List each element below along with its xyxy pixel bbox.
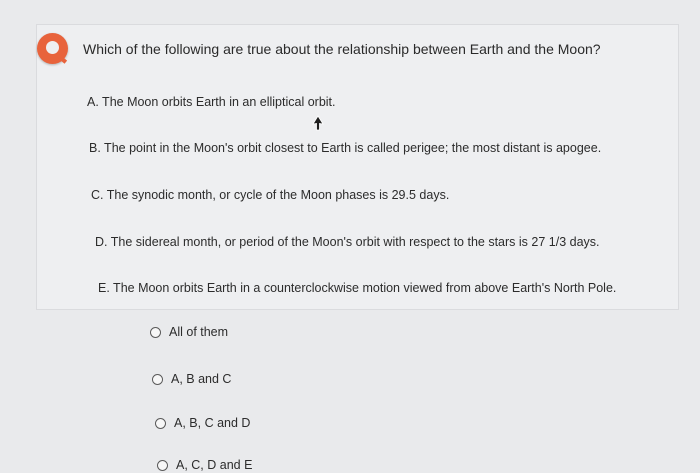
question-card xyxy=(36,24,679,310)
radio-button[interactable] xyxy=(155,418,166,429)
option-label: All of them xyxy=(169,325,229,339)
statement-b: B. The point in the Moon's orbit closest to Earth is called perigee; the most distant is apogee. xyxy=(89,141,602,155)
radio-button[interactable] xyxy=(150,327,161,338)
question-text: Which of the following are true about the relationship between Earth and the Moon? xyxy=(83,41,601,57)
option-a-b-c-d[interactable] xyxy=(155,416,250,430)
question-badge-icon xyxy=(37,33,68,64)
mouse-pointer-icon xyxy=(311,115,325,131)
statement-c: C. The synodic month, or cycle of the Moon phases is 29.5 days. xyxy=(91,188,450,202)
option-a-b-c[interactable] xyxy=(152,372,231,386)
statement-e: E. The Moon orbits Earth in a counterclockwise motion viewed from above Earth's North Pole. xyxy=(98,281,617,295)
statement-a: A. The Moon orbits Earth in an elliptical orbit. xyxy=(87,95,336,109)
option-all-of-them[interactable] xyxy=(150,325,228,339)
option-label: A, C, D and E xyxy=(176,458,253,472)
radio-button[interactable] xyxy=(157,460,168,471)
radio-button[interactable] xyxy=(152,374,163,385)
option-label: A, B and C xyxy=(171,372,232,386)
option-a-c-d-e[interactable] xyxy=(157,458,252,472)
option-label: A, B, C and D xyxy=(174,416,251,430)
statement-d: D. The sidereal month, or period of the Moon's orbit with respect to the stars is 27 1/3 days. xyxy=(95,235,600,249)
